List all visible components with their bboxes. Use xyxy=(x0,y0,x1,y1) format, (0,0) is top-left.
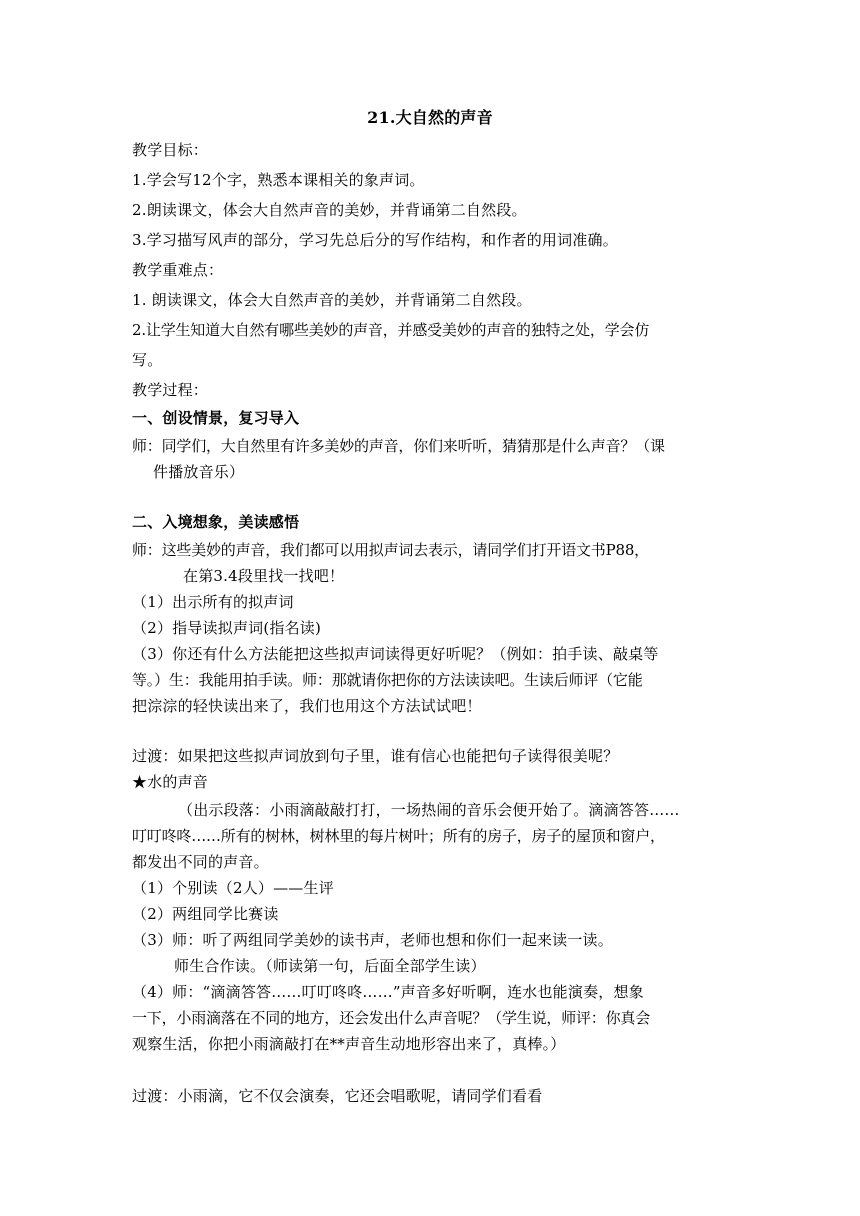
activity-item-3: （3）你还有什么方法能把这些拟声词读得更好听呢？（例如：拍手读、敲桌等 xyxy=(132,645,659,663)
process-step-1-heading: 一、创设情景，复习导入 xyxy=(132,409,300,427)
transition-2: 过渡：小雨滴，它不仅会演奏，它还会唱歌呢，请同学们看看 xyxy=(132,1087,543,1105)
section-heading-key-points: 教学重难点： xyxy=(132,261,224,279)
activity-item-1: （1）出示所有的拟声词 xyxy=(132,593,294,611)
section-heading-objectives: 教学目标： xyxy=(132,141,209,159)
document-title: 21.大自然的声音 xyxy=(367,108,493,127)
key-point-2-continued: 写。 xyxy=(132,351,163,369)
objective-2: 2.朗读课文，体会大自然声音的美妙，并背诵第二自然段。 xyxy=(132,201,527,219)
teacher-intro-line: 师：同学们，大自然里有许多美妙的声音，你们来听听，猜猜那是什么声音？（课 xyxy=(132,437,665,455)
objective-1: 1.学会写12个字，熟悉本课相关的象声词。 xyxy=(132,171,425,189)
water-sound-heading: ★水的声音 xyxy=(132,773,209,791)
key-point-1: 1. 朗读课文，体会大自然声音的美妙，并背诵第二自然段。 xyxy=(132,291,532,309)
objective-3: 3.学习描写风声的部分，学习先总后分的写作结构，和作者的用词准确。 xyxy=(132,231,618,249)
key-point-2: 2.让学生知道大自然有哪些美妙的声音，并感受美妙的声音的独特之处，学会仿 xyxy=(132,321,650,339)
activity-item-2: （2）指导读拟声词(指名读) xyxy=(132,619,322,637)
passage-line-3: 都发出不同的声音。 xyxy=(132,853,269,871)
activity-item-3-line-2: 等。）生：我能用拍手读。师：那就请你把你的方法读读吧。生读后师评（它能 xyxy=(132,671,643,689)
section-heading-process: 教学过程： xyxy=(132,381,209,399)
teacher-instruction-line: 师：这些美妙的声音，我们都可以用拟声词去表示，请同学们打开语文书P88， xyxy=(132,541,649,559)
activity-item-3-line-3: 把淙淙的轻快读出来了，我们也用这个方法试试吧！ xyxy=(132,697,482,715)
reading-item-4-line-2: 一下，小雨滴落在不同的地方，还会发出什么声音呢？（学生说，师评：你真会 xyxy=(132,1009,651,1027)
transition-1: 过渡：如果把这些拟声词放到句子里，谁有信心也能把句子读得很美呢？ xyxy=(132,747,619,765)
reading-item-2: （2）两组同学比赛读 xyxy=(132,905,279,923)
reading-item-4-line-3: 观察生活，你把小雨滴敲打在**声音生动地形容出来了，真棒。） xyxy=(132,1035,566,1053)
process-step-2-heading: 二、入境想象，美读感悟 xyxy=(132,513,300,531)
teacher-instruction-continued: 在第3.4段里找一找吧！ xyxy=(183,567,345,585)
reading-item-1: （1）个别读（2人）——生评 xyxy=(132,879,334,897)
passage-line-1: （出示段落：小雨滴敲敲打打，一场热闹的音乐会便开始了。滴滴答答…… xyxy=(178,801,680,819)
passage-line-2: 叮叮咚咚……所有的树林，树林里的每片树叶；所有的房子，房子的屋顶和窗户， xyxy=(132,827,665,845)
reading-item-4: （4）师：“滴滴答答……叮叮咚咚……”声音多好听啊，连水也能演奏，想象 xyxy=(132,983,644,1001)
reading-item-3-continued: 师生合作读。（师读第一句，后面全部学生读） xyxy=(174,957,486,975)
teacher-intro-continued: 件播放音乐） xyxy=(153,463,245,481)
reading-item-3: （3）师：听了两组同学美妙的读书声，老师也想和你们一起来读一读。 xyxy=(132,931,613,949)
